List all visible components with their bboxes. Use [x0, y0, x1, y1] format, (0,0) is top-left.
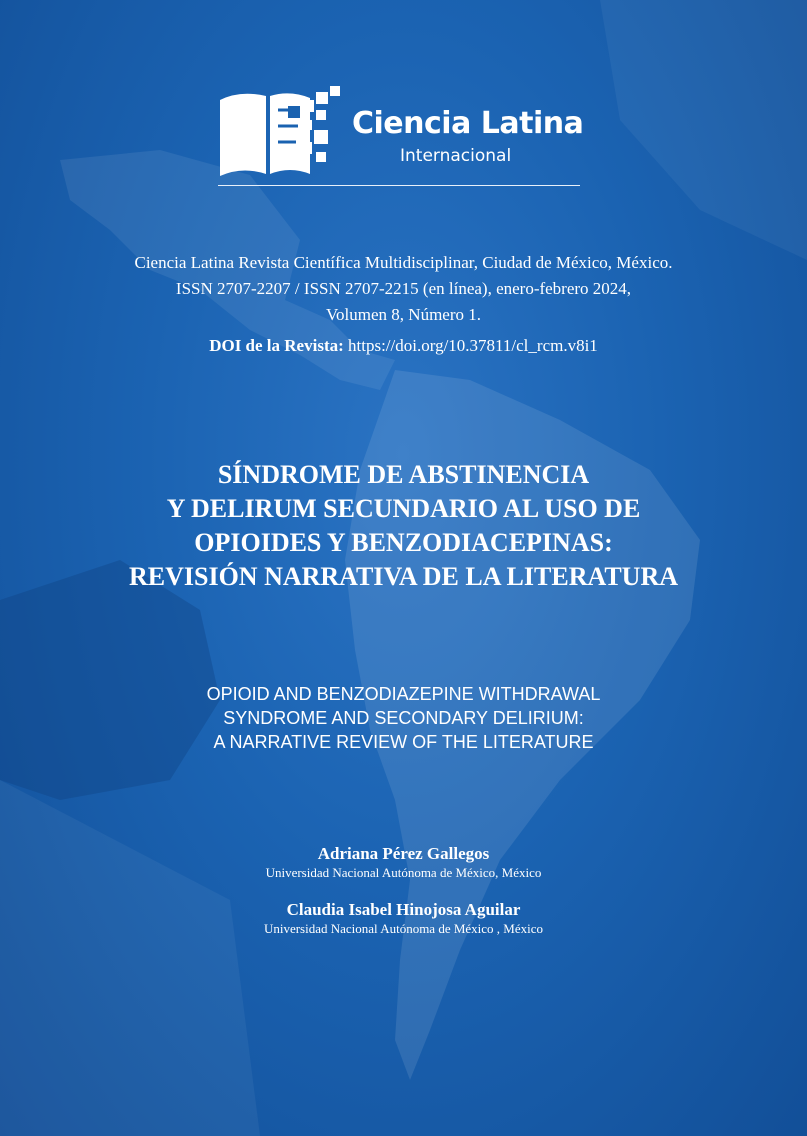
title-english — [0, 682, 807, 754]
doi-label: DOI de la Revista: — [209, 336, 344, 355]
photo-paper-shape — [600, 0, 807, 260]
author-name: Adriana Pérez Gallegos — [317, 844, 490, 863]
author-affiliation: Universidad Nacional Autónoma de México, México — [265, 865, 542, 880]
title-es-line: SÍNDROME DE ABSTINENCIA — [217, 460, 590, 489]
title-en-line: SYNDROME AND SECONDARY DELIRIUM: — [223, 708, 584, 728]
photo-document-shape — [0, 780, 260, 1136]
journal-info — [0, 250, 807, 328]
author-affiliation: Universidad Nacional Autónoma de México , México — [263, 921, 544, 936]
journal-line-3: Volumen 8, Número 1. — [325, 305, 482, 324]
title-spanish — [0, 458, 807, 594]
brand-name: Ciencia Latina — [352, 106, 584, 141]
journal-doi — [0, 334, 807, 358]
open-book-icon — [218, 86, 348, 182]
brand-subtitle: Internacional — [400, 146, 512, 166]
logo-divider — [218, 185, 580, 186]
journal-line-1: Ciencia Latina Revista Científica Multidisciplinar, Ciudad de México, México. — [134, 253, 673, 272]
author-name: Claudia Isabel Hinojosa Aguilar — [286, 900, 521, 919]
journal-line-2: ISSN 2707-2207 / ISSN 2707-2215 (en línea), enero-febrero 2024, — [175, 279, 632, 298]
photo-hand-shape — [0, 560, 220, 800]
title-es-line: OPIOIDES Y BENZODIACEPINAS: — [194, 528, 613, 557]
doi-link[interactable]: https://doi.org/10.37811/cl_rcm.v8i1 — [348, 336, 598, 355]
title-es-line: REVISIÓN NARRATIVA DE LA LITERATURA — [128, 562, 678, 591]
brand-logo — [218, 86, 588, 196]
title-en-line: OPIOID AND BENZODIAZEPINE WITHDRAWAL — [206, 684, 601, 704]
title-en-line: A NARRATIVE REVIEW OF THE LITERATURE — [213, 732, 594, 752]
title-es-line: Y DELIRUM SECUNDARIO AL USO DE — [166, 494, 641, 523]
